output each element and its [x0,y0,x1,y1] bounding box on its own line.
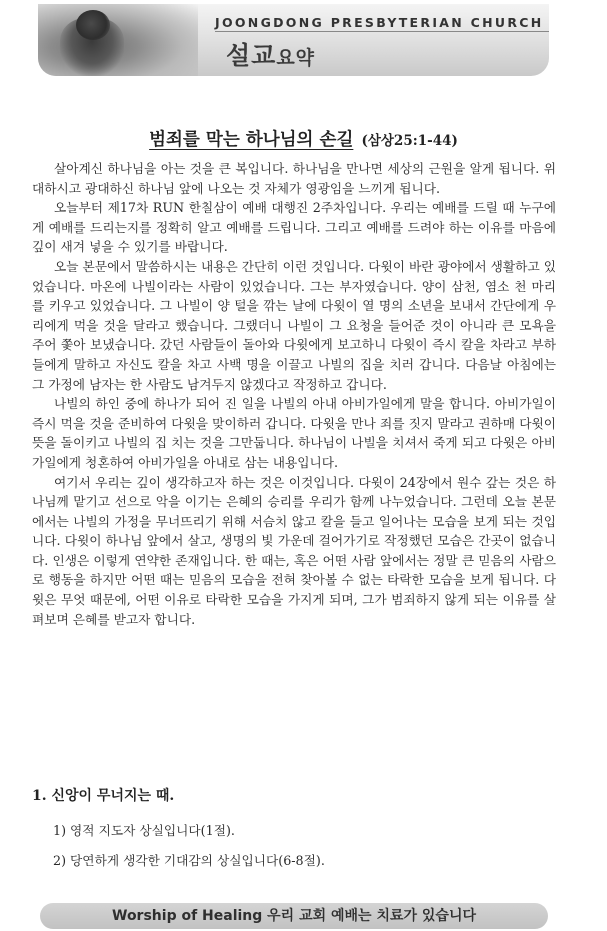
paragraph: 오늘부터 제17차 RUN 한칠삼이 예배 대행진 2주차입니다. 우리는 예배를 드릴 때 누구에게 예배를 드리는지를 정확히 알고 예배를 드립니다. 그리고 예배를 드려야 하는 이유를 마음에 깊이 새겨 넣을 수 있기를 바랍니다. [32,200,556,255]
paragraph: 살아계신 하나님을 아는 것을 큰 복입니다. 하나님을 만나면 세상의 근원을 알게 됩니다. 위대하시고 광대하신 하나님 앞에 나오는 것 자체가 영광임을 느끼게 됩니다. [32,161,556,196]
sermon-title: 범죄를 막는 하나님의 손길 [149,130,354,150]
sermon-body [32,159,556,629]
paragraph: 나빌의 하인 중에 하나가 되어 진 일을 나빌의 아내 아비가일에게 말을 합니다. 아비가일이 즉시 먹을 것을 준비하여 다윗을 맞이하러 갑니다. 다윗을 만나 죄를 짓지 말라고 권하매 다윗이 뜻을 돌이키고 나빌의 집 치는 것을 그만둡니다. 하나님이 나빌을 치셔서 죽게 되고 다윗은 아비가일에게 청혼하여 아비가일을 아내로 삼는 내용입니다. [32,396,556,470]
page-title-main: 설교 [226,41,277,70]
paragraph: 여기서 우리는 깊이 생각하고자 하는 것은 이것입니다. 다윗이 24장에서 원수 갚는 것은 하나님께 맡기고 선으로 악을 이기는 은혜의 승리를 우리가 함께 나누었습니다. 그런데 오늘 본문에서는 나빌의 가정을 무너뜨리기 위해 서슴치 않고 칼을 들고 일어나는 모습을 보게 되는 것입니다. 다윗이 하나님 앞에서 살고, 생명의 빛 가운데 걸어가기로 작정했던 모습은 간곳이 없습니다. 인생은 이렇게 연약한 존재입니다. 한 때는, 혹은 어떤 사람 앞에서는 정말 큰 믿음의 사람으로 행동을 하지만 어떤 때는 믿음의 모습을 전혀 찾아볼 수 없는 타락한 모습을 보게 됩니다. 다윗은 무엇 때문에, 어떤 이유로 타락한 모습을 가지게 되며, 그가 범죄하지 않게 되는 이유를 살펴보며 은혜를 받고자 합니다. [32,474,556,627]
scripture-reference: (삼상25:1-44) [361,133,458,149]
paragraph: 오늘 본문에서 말씀하시는 내용은 간단히 이런 것입니다. 다윗이 바란 광야에서 생활하고 있었습니다. 마온에 나빌이라는 사람이 있었습니다. 그는 부자였습니다. 양이 삼천, 염소 천 마리를 키우고 있었습니다. 그 나빌이 양 털을 깎는 날에 다윗이 열 명의 소년을 보내서 간단에게 우리에게 먹을 것을 달라고 했습니다. 그랬더니 나빌이 그 요청을 들어준 것이 아니라 큰 모욕을 주어 쫓아 보냈습니다. 갔던 사람들이 돌아와 다윗에게 보고하니 다윗이 즉시 칼을 차라고 부하들에게 말하고 자신도 칼을 차고 사백 명을 이끌고 나빌의 집을 치러 갑니다. 다음날 아침에는 그 가정에 남자는 한 사람도 남겨두지 않겠다고 작정하고 갑니다. [32,258,556,392]
section-point: 2) 당연하게 생각한 기대감의 상실입니다(6-8절). [53,853,325,868]
sermon-heading [0,126,607,151]
praying-person-photo [38,4,198,76]
page-title-sub: 요약 [276,47,316,69]
page-title [226,36,315,72]
section-heading: 1. 신앙이 무너지는 때. [32,788,175,804]
header-banner [38,4,549,76]
footer-banner: Worship of Healing 우리 교회 예배는 치료가 있습니다 [40,903,548,929]
section-point: 1) 영적 지도자 상실입니다(1절). [53,823,235,838]
header-divider [215,31,549,32]
church-name: JOONGDONG PRESBYTERIAN CHURCH [215,15,544,30]
praying-figure-head [76,10,110,40]
